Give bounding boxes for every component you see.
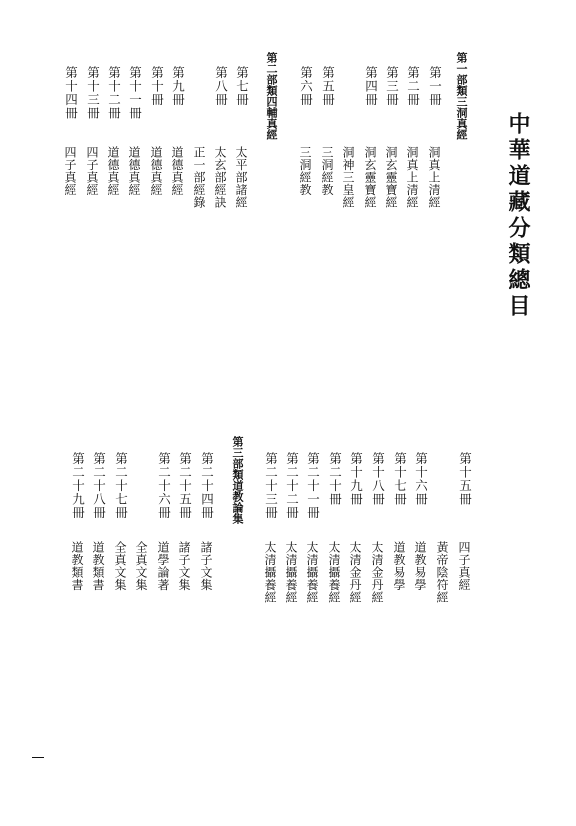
scripture-title: 正一部經錄: [192, 146, 206, 209]
volume-label: 第十一冊: [127, 66, 143, 120]
scripture-title: 全真文集: [134, 541, 148, 591]
volume-label: 第七冊: [234, 66, 250, 107]
category-name: 三洞真經: [455, 96, 468, 140]
volume-label: 第八冊: [213, 66, 229, 107]
volume-label: 第六冊: [298, 66, 314, 107]
scripture-title: 道德真經: [106, 146, 120, 196]
page-title: 中華道藏分類總目: [505, 112, 530, 320]
category-heading-3: [232, 436, 253, 524]
volume-label: 第二十一冊: [305, 452, 321, 520]
scripture-title: 全真文集: [113, 541, 127, 591]
volume-label: 第二十冊: [327, 452, 343, 506]
category-name: 四輔真經: [265, 96, 278, 140]
scripture-title: 洞真上清經: [405, 146, 419, 209]
scripture-title: 四子真經: [63, 146, 77, 196]
scripture-title: 諸子文集: [199, 541, 213, 591]
scripture-title: 太清金丹經: [370, 541, 384, 604]
category-label: 第一部類: [455, 52, 468, 96]
scripture-title: 黃帝陰符經: [435, 541, 449, 604]
scripture-title: 道德真經: [127, 146, 141, 196]
volume-label: 第十八冊: [370, 452, 386, 506]
volume-label: 第二十二冊: [284, 452, 300, 520]
scripture-title: 道教易學: [413, 541, 427, 591]
category-heading-2: [266, 52, 287, 140]
scripture-title: 太玄部經訣: [213, 146, 227, 209]
page-marker-dash: [32, 757, 44, 758]
category-label: 第三部類: [231, 436, 244, 480]
scripture-title: 道教類書: [70, 541, 84, 591]
volume-label: 第四冊: [363, 66, 379, 107]
scripture-title: 太清攝養經: [284, 541, 298, 604]
volume-label: 第二十七冊: [113, 452, 129, 520]
category-label: 第二部類: [265, 52, 278, 96]
volume-label: 第十二冊: [106, 66, 122, 120]
scripture-title: 洞玄靈寶經: [384, 146, 398, 209]
scripture-title: 諸子文集: [177, 541, 191, 591]
scripture-title: 太平部諸經: [234, 146, 248, 209]
scripture-title: 三洞經教: [298, 146, 312, 196]
volume-label: 第三冊: [384, 66, 400, 107]
scripture-title: 三洞經教: [320, 146, 334, 196]
scripture-title: 太清金丹經: [348, 541, 362, 604]
volume-label: 第十三冊: [85, 66, 101, 120]
volume-label: 第二冊: [405, 66, 421, 107]
volume-label: 第十四冊: [63, 66, 79, 120]
scripture-title: 道學論著: [156, 541, 170, 591]
scripture-title: 四子真經: [457, 541, 471, 591]
scripture-title: 道德真經: [149, 146, 163, 196]
scripture-title: 洞神三皇經: [341, 146, 355, 209]
volume-label: 第九冊: [170, 66, 186, 107]
category-name: 道教論集: [231, 480, 244, 524]
scripture-title: 道德真經: [170, 146, 184, 196]
category-heading-1: [456, 52, 477, 140]
scripture-title: 太清攝養經: [327, 541, 341, 604]
scripture-title: 洞真上清經: [427, 146, 441, 209]
volume-label: 第五冊: [320, 66, 336, 107]
volume-label: 第一冊: [427, 66, 443, 107]
volume-label: 第二十五冊: [177, 452, 193, 520]
volume-label: 第十九冊: [348, 452, 364, 506]
scripture-title: 道教類書: [91, 541, 105, 591]
volume-label: 第二十九冊: [70, 452, 86, 520]
volume-label: 第十冊: [149, 66, 165, 107]
scripture-title: 四子真經: [85, 146, 99, 196]
volume-label: 第二十八冊: [91, 452, 107, 520]
scripture-title: 太清攝養經: [263, 541, 277, 604]
volume-label: 第十六冊: [413, 452, 429, 506]
volume-label: 第十七冊: [392, 452, 408, 506]
volume-label: 第二十四冊: [199, 452, 215, 520]
scripture-title: 洞玄靈寶經: [363, 146, 377, 209]
volume-label: 第二十六冊: [156, 452, 172, 520]
volume-label: 第十五冊: [457, 452, 473, 506]
scripture-title: 太清攝養經: [305, 541, 319, 604]
volume-label: 第二十三冊: [263, 452, 279, 520]
scripture-title: 道教易學: [392, 541, 406, 591]
